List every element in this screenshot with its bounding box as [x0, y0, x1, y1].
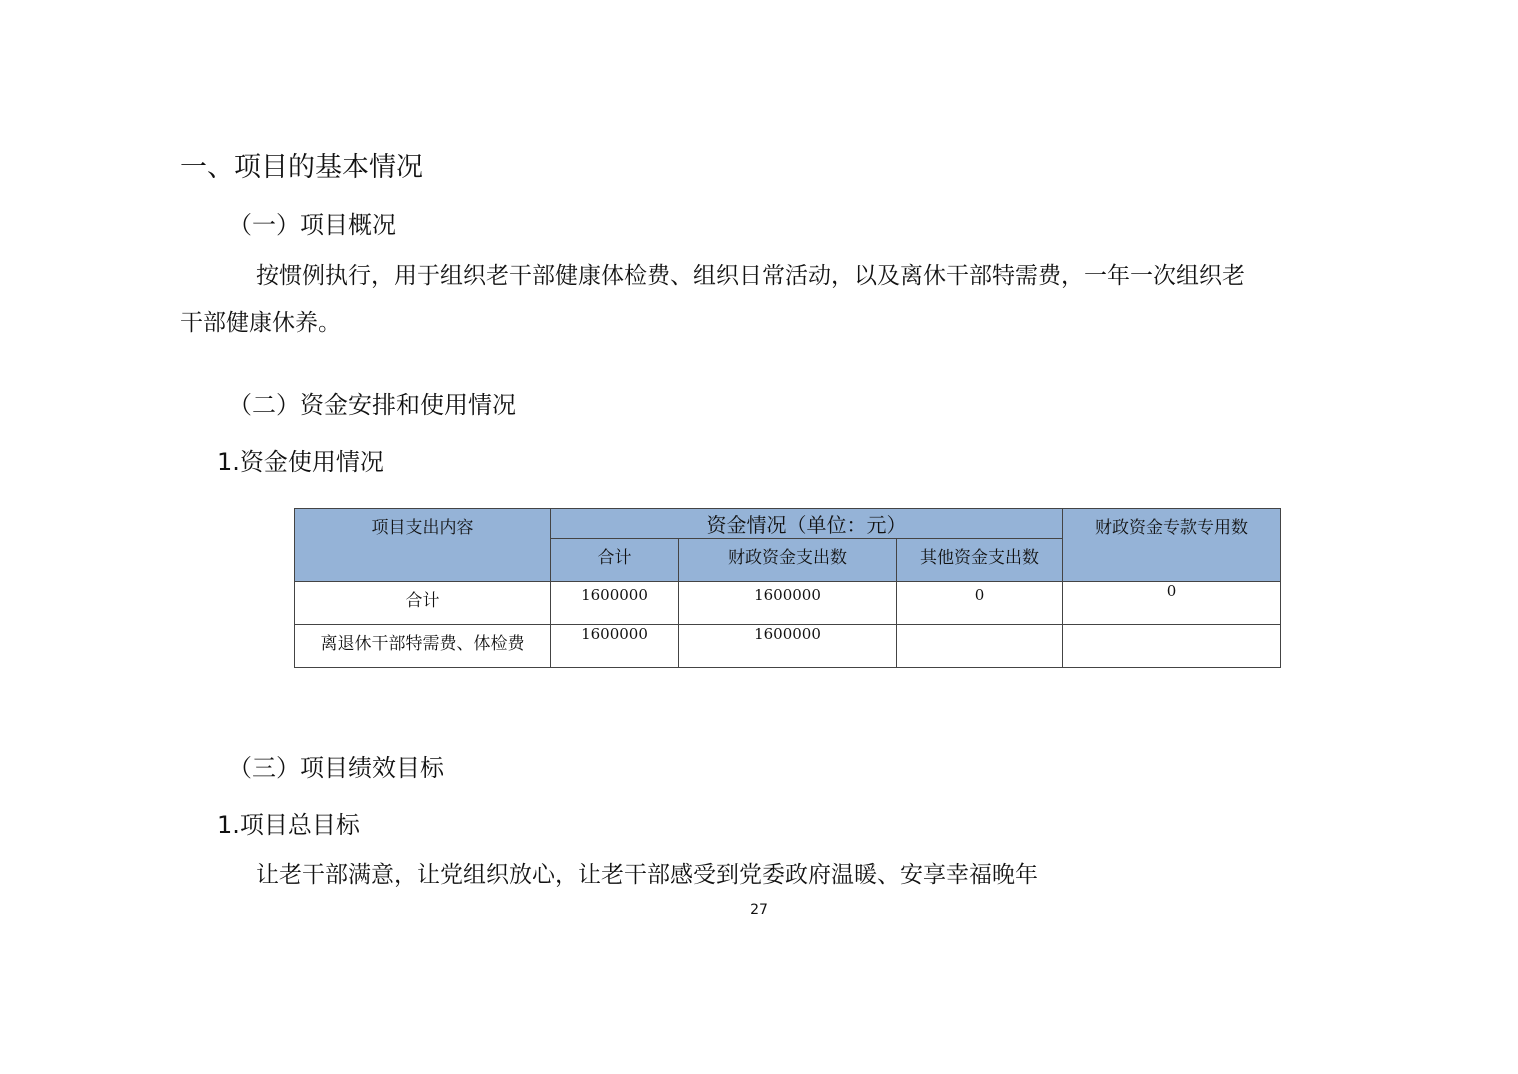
row-other-cell: 0: [897, 582, 1063, 625]
main-heading: 一、项目的基本情况: [180, 152, 423, 183]
row-other-cell: [897, 625, 1063, 668]
subsection-title-fund-usage: 1.资金使用情况: [217, 448, 384, 476]
row-total-cell: 1600000: [551, 582, 679, 625]
row-total-cell: 1600000: [551, 625, 679, 668]
overview-paragraph-line1: 按惯例执行，用于组织老干部健康体检费、组织日常活动，以及离休干部特需费，一年一次组织老: [256, 263, 1245, 289]
row-special-cell: 0: [1063, 582, 1281, 625]
row-fiscal-cell: 1600000: [679, 582, 897, 625]
table-row: [295, 582, 1281, 625]
fund-usage-table: [294, 508, 1281, 668]
section-title-performance: （三）项目绩效目标: [228, 754, 444, 782]
section-title-funding: （二）资金安排和使用情况: [228, 391, 516, 419]
page-number: 27: [750, 902, 768, 918]
row-item-cell: 合计: [295, 582, 551, 625]
row-fiscal-cell: 1600000: [679, 625, 897, 668]
goal-paragraph: 让老干部满意，让党组织放心，让老干部感受到党委政府温暖、安享幸福晚年: [256, 862, 1038, 888]
header-item-content: 项目支出内容: [295, 509, 551, 582]
row-item-cell: 离退休干部特需费、体检费: [295, 625, 551, 668]
header-special-use: 财政资金专款专用数: [1063, 509, 1281, 582]
header-fiscal-expenditure: 财政资金支出数: [679, 539, 897, 582]
subsection-title-overall-goal: 1.项目总目标: [217, 811, 360, 839]
header-other-expenditure: 其他资金支出数: [897, 539, 1063, 582]
header-total: 合计: [551, 539, 679, 582]
row-special-cell: [1063, 625, 1281, 668]
header-fund-situation: 资金情况（单位：元）: [551, 509, 1063, 539]
section-title-overview: （一）项目概况: [228, 211, 396, 239]
overview-paragraph-line2: 干部健康休养。: [180, 310, 341, 336]
table-row: [295, 625, 1281, 668]
